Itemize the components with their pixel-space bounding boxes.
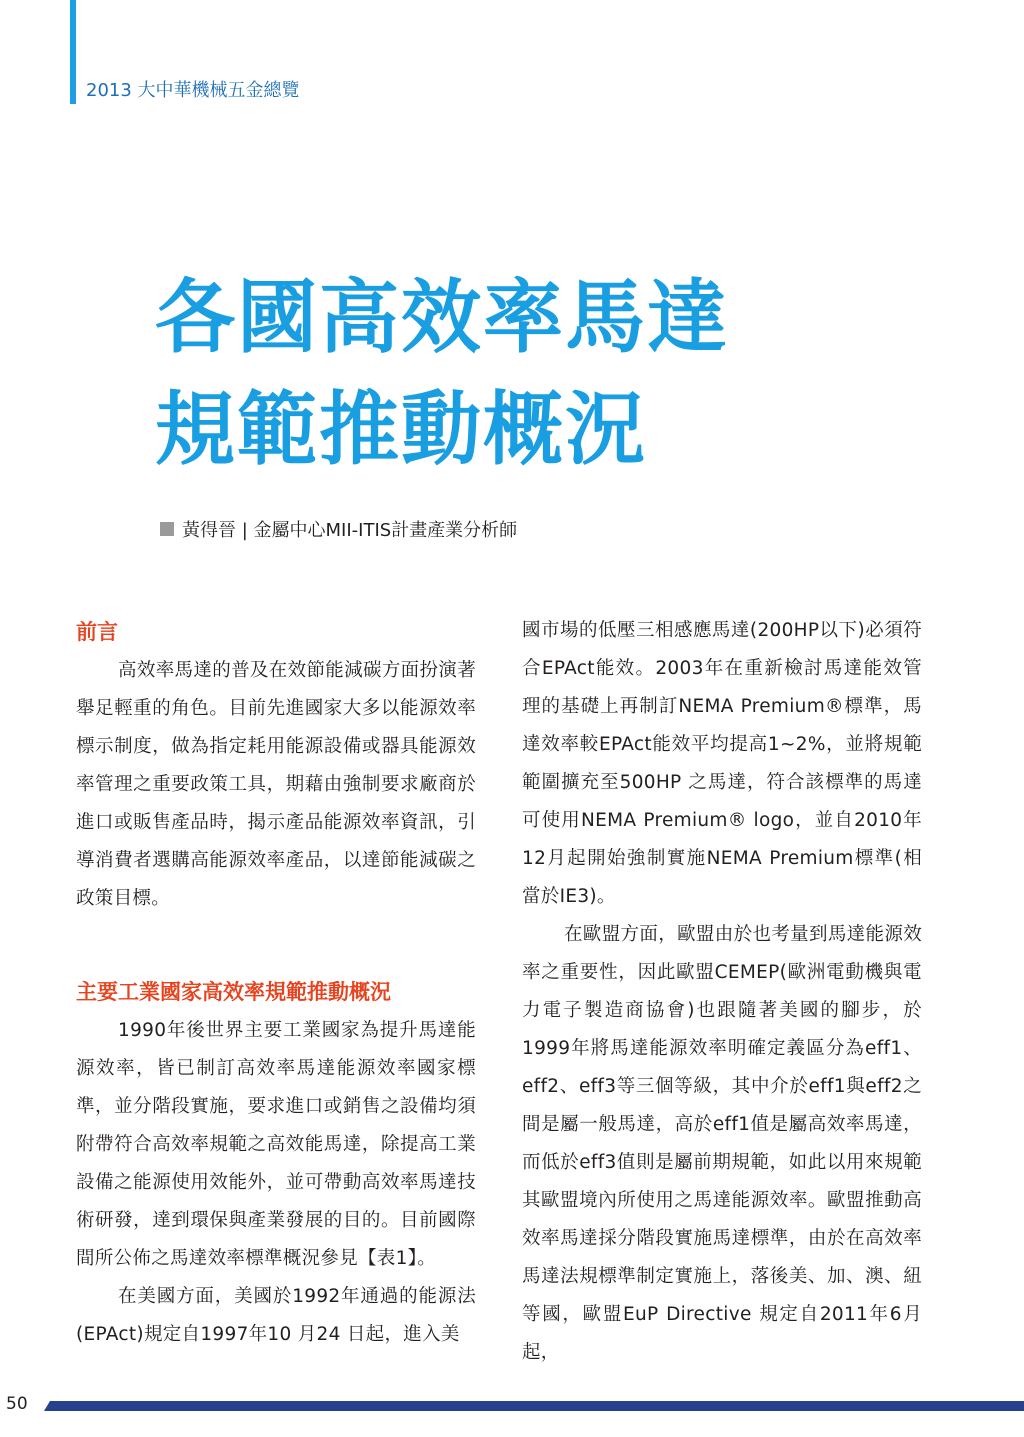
page-number: 50: [6, 1394, 28, 1414]
intro-paragraph: 高效率馬達的普及在效節能減碳方面扮演著舉足輕重的角色。目前先進國家大多以能源效率標示制度，做為指定耗用能源設備或器具能源效率管理之重要政策工具，期藉由強制要求廠商於進口或販售產品時，揭示產品能源效率資訊，引導消費者選購高能源效率產品，以達節能減碳之政策目標。: [76, 660, 476, 909]
section-heading-intro: 前言: [76, 620, 118, 644]
left-column: [76, 612, 476, 1354]
article-title: [155, 262, 729, 486]
section-heading-overview: 主要工業國家高效率規範推動概況: [76, 980, 391, 1004]
article-title-line-2: 規範推動概況: [155, 383, 647, 476]
footer-bar: [44, 1401, 1024, 1411]
section-spacer: [76, 918, 476, 972]
us-paragraph-start: 在美國方面，美國於1992年通過的能源法(EPAct)規定自1997年10 月24 日起，進入美: [76, 1286, 476, 1345]
right-column: [522, 612, 922, 1372]
article-title-line-1: 各國高效率馬達: [155, 271, 729, 364]
author-byline: [160, 516, 517, 542]
eu-paragraph: 在歐盟方面，歐盟由於也考量到馬達能源效率之重要性，因此歐盟CEMEP(歐洲電動機與電力電子製造商協會)也跟隨著美國的腳步，於1999年將馬達能源效率明確定義區分為eff1、eff2、eff3等三個等級，其中介於eff1與eff2之間是屬一般馬達，高於eff1值是屬高效率馬達，而低於eff3值則是屬前期規範，如此以用來規範其歐盟境內所使用之馬達能源效率。歐盟推動高效率馬達採分階段實施馬達標準，由於在高效率馬達法規標準制定實施上，落後美、加、澳、紐等國，歐盟EuP Directive 規定自2011年6月起，: [522, 924, 922, 1363]
overview-paragraph: 1990年後世界主要工業國家為提升馬達能源效率，皆已制訂高效率馬達能源效率國家標準，並分階段實施，要求進口或銷售之設備均須附帶符合高效率規範之高效能馬達，除提高工業設備之能源使用效能外，並可帶動高效率馬達技術研發，達到環保與產業發展的目的。目前國際間所公佈之馬達效率標準概況參見【表1】。: [76, 1020, 476, 1269]
us-paragraph-continued: 國市場的低壓三相感應馬達(200HP以下)必須符合EPAct能效。2003年在重新檢討馬達能效管理的基礎上再制訂NEMA Premium®標準，馬達效率較EPAct能效平均提高1~2%，並將規範範圍擴充至500HP 之馬達，符合該標準的馬達可使用NEMA Premium® logo，並自2010年12月起開始強制實施NEMA Premium標準(相當於IE3)。: [522, 620, 922, 907]
header-accent-rule: [70, 0, 76, 104]
byline-text: 黃得晉 | 金屬中心MII-ITIS計畫產業分析師: [182, 520, 518, 541]
publication-title: 2013 大中華機械五金總覽: [86, 80, 300, 101]
byline-square-icon: [160, 522, 174, 536]
